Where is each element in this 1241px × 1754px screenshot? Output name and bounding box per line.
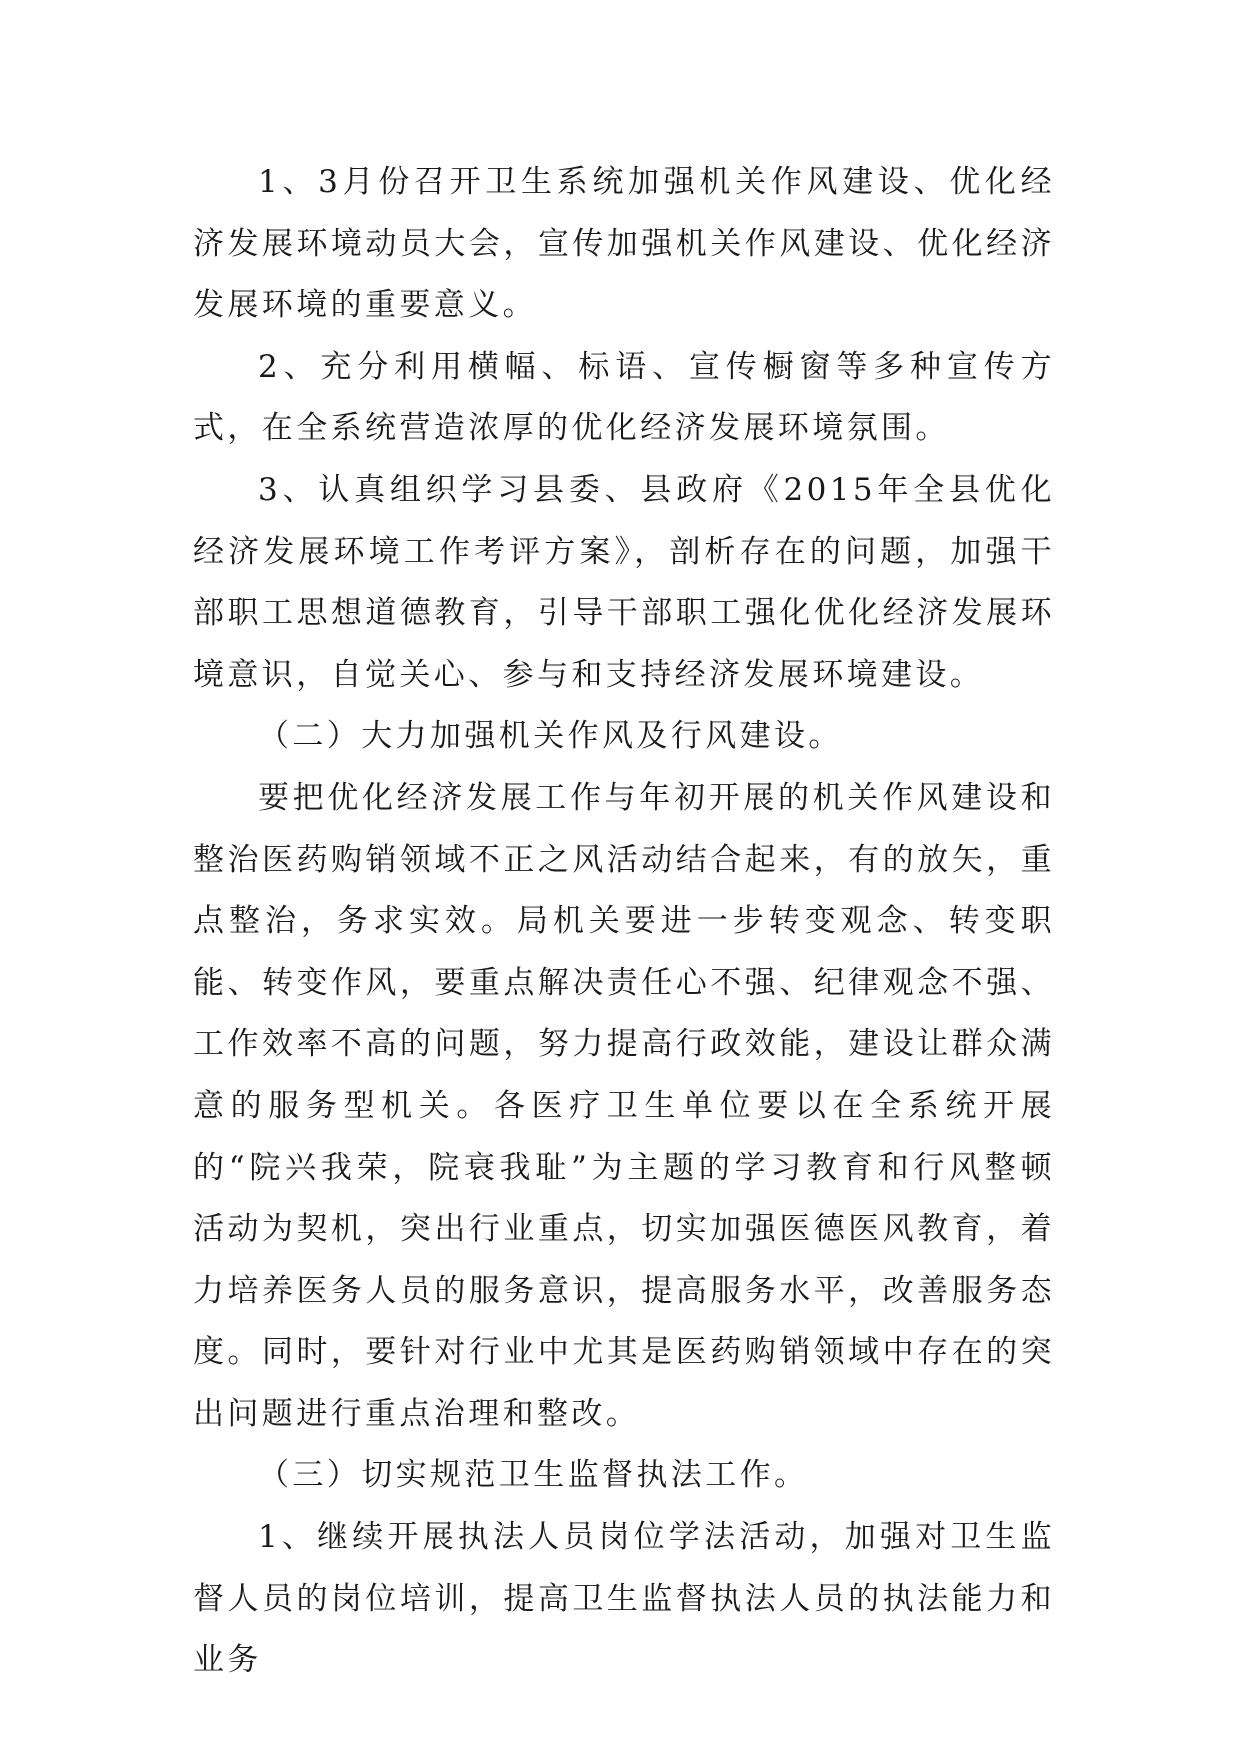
paragraph-work-style: 要把优化经济发展工作与年初开展的机关作风建设和整治医药购销领域不正之风活动结合起来，有的放矢，重点整治，务求实效。局机关要进一步转变观念、转变职能、转变作风，要重点解决责任心不强、纪律观念不强、工作效率不高的问题，努力提高行政效能，建设让群众满意的服务型机关。各医疗卫生单位要以在全系统开展的“院兴我荣，院衰我耻”为主题的学习教育和行风整顿活动为契机，突出行业重点，切实加强医德医风教育，着力培养医务人员的服务意识，提高服务水平，改善服务态度。同时，要针对行业中尤其是医药购销领域中存在的突出问题进行重点治理和整改。 — [193, 779, 1055, 1432]
paragraph-item-2-publicity: 2、充分利用横幅、标语、宣传橱窗等多种宣传方式，在全系统营造浓厚的优化经济发展环境氛围。 — [193, 348, 1055, 447]
paragraph-item-3-study: 3、认真组织学习县委、县政府《2015年全县优化经济发展环境工作考评方案》，剖析存在的问题，加强干部职工思想道德教育，引导干部职工强化优化经济发展环境意识，自觉关心、参与和支持经济发展环境建设。 — [193, 471, 1055, 693]
paragraph-item-1-meeting: 1、3月份召开卫生系统加强机关作风建设、优化经济发展环境动员大会，宣传加强机关作风建设、优化经济发展环境的重要意义。 — [193, 164, 1055, 324]
section-heading-2: （二）大力加强机关作风及行风建设。 — [258, 718, 843, 755]
document-body — [193, 152, 1055, 1692]
section-heading-3: （三）切实规范卫生监督执法工作。 — [258, 1457, 809, 1494]
paragraph-item-1-training: 1、继续开展执法人员岗位学法活动，加强对卫生监督人员的岗位培训，提高卫生监督执法人员的执法能力和业务 — [193, 1519, 1055, 1679]
